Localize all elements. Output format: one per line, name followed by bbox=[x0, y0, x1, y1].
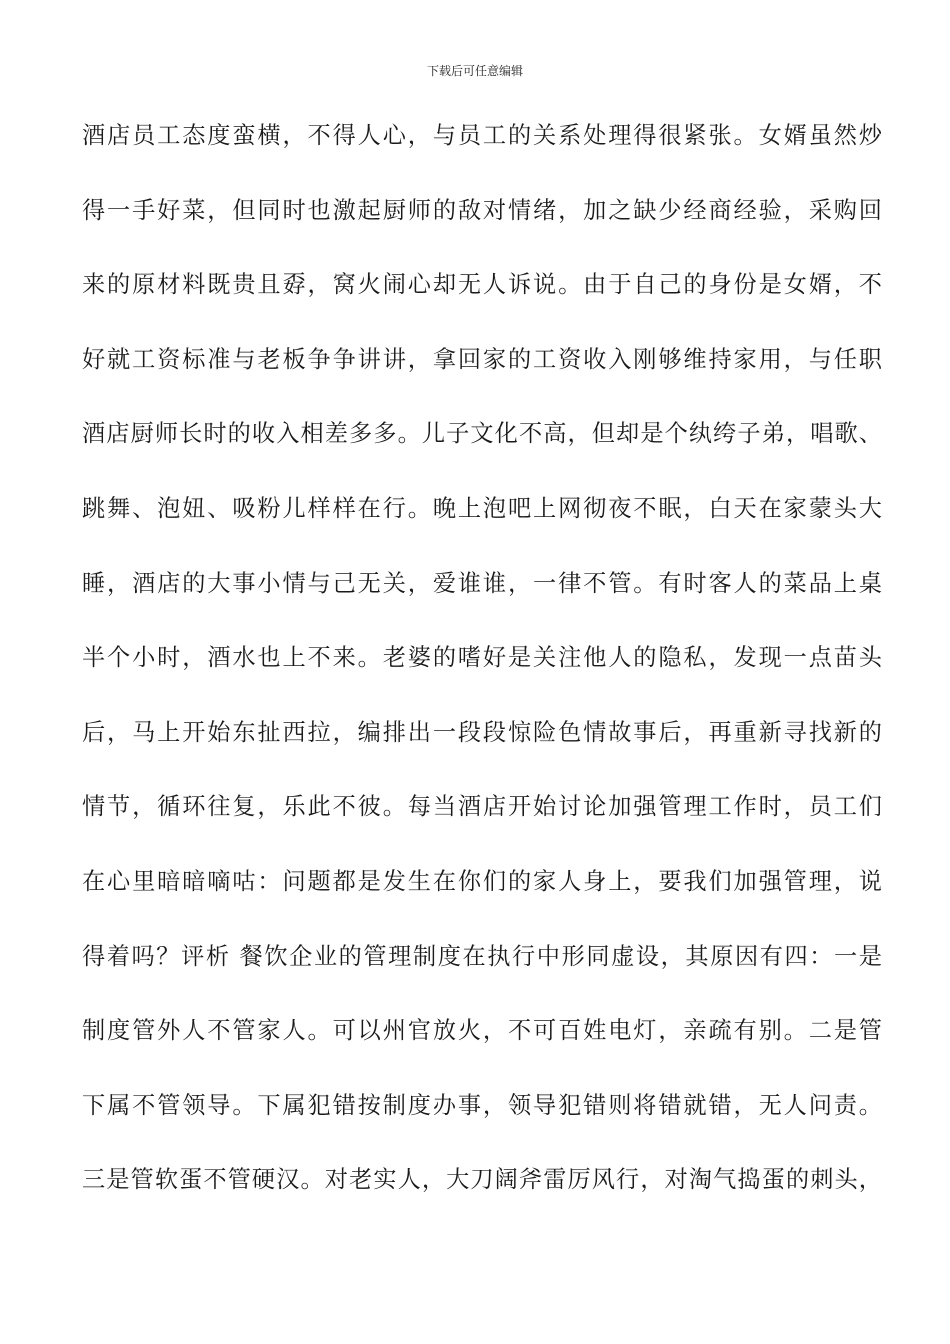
text-line: 半个小时，酒水也上不来。老婆的嗜好是关注他人的隐私，发现一点苗头 bbox=[82, 644, 882, 672]
text-line: 三是管软蛋不管硬汉。对老实人，大刀阔斧雷厉风行，对淘气捣蛋的刺头， bbox=[82, 1166, 882, 1194]
text-line: 得着吗？评析 餐饮企业的管理制度在执行中形同虚设，其原因有四：一是 bbox=[82, 942, 882, 970]
text-line: 在心里暗暗嘀咕：问题都是发生在你们的家人身上，要我们加强管理，说 bbox=[82, 867, 882, 895]
text-line: 情节，循环往复，乐此不彼。每当酒店开始讨论加强管理工作时，员工们 bbox=[82, 793, 882, 821]
body-text bbox=[82, 116, 882, 1235]
text-line: 得一手好菜，但同时也激起厨师的敌对情绪，加之缺少经商经验，采购回 bbox=[82, 196, 882, 224]
text-line: 跳舞、泡妞、吸粉儿样样在行。晚上泡吧上网彻夜不眠，白天在家蒙头大 bbox=[82, 494, 882, 522]
text-line: 酒店员工态度蛮横，不得人心，与员工的关系处理得很紧张。女婿虽然炒 bbox=[82, 122, 882, 149]
text-line: 好就工资标准与老板争争讲讲，拿回家的工资收入刚够维持家用，与任职 bbox=[82, 345, 882, 373]
text-line: 睡，酒店的大事小情与己无关，爱谁谁，一律不管。有时客人的菜品上桌 bbox=[82, 569, 882, 597]
page-header: 下载后可任意编辑 bbox=[426, 64, 523, 78]
text-line: 下属不管领导。下属犯错按制度办事，领导犯错则将错就错，无人问责。 bbox=[82, 1091, 882, 1119]
text-line: 来的原材料既贵且孬，窝火闹心却无人诉说。由于自己的身份是女婿，不 bbox=[82, 271, 882, 299]
text-line: 制度管外人不管家人。可以州官放火，不可百姓电灯，亲疏有别。二是管 bbox=[82, 1017, 882, 1045]
text-line: 酒店厨师长时的收入相差多多。儿子文化不高，但却是个纨绔子弟，唱歌、 bbox=[82, 420, 882, 448]
text-line: 后，马上开始东扯西拉，编排出一段段惊险色情故事后，再重新寻找新的 bbox=[82, 718, 882, 746]
